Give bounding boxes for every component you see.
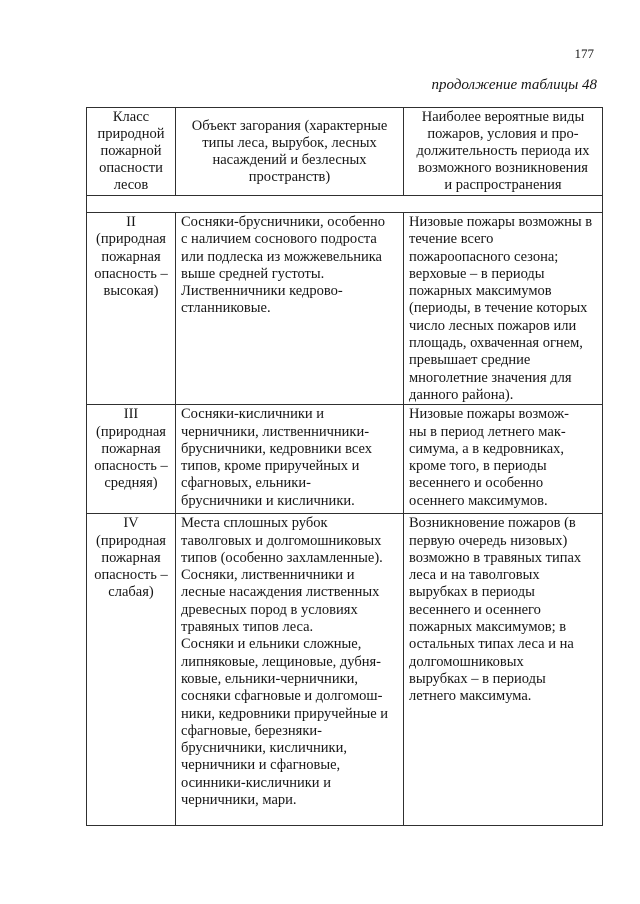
spacer-cell (87, 196, 603, 213)
cell-likely-fires: Низовые пожары возможны в течение всего пожароопасного сезона; верховые – в периоды пожарных максимумов (периоды, в течение которых число лесных пожаров или площадь, охваченная огнем, превышает средние многолетние значения для данного района). (404, 213, 603, 405)
table-spacer-row (87, 196, 603, 213)
table-row (87, 213, 603, 405)
cell-ignition-object: Сосняки-кисличники и черничники, лиственничники- брусничники, кедровники всех типов, кроме приручейных и сфагновых, ельники- брусничники и кисличники. (176, 405, 404, 514)
cell-likely-fires: Низовые пожары возмож- ны в период летнего мак- симума, а в кедровниках, кроме того, в периоды весеннего и особенно осеннего максимумов. (404, 405, 603, 514)
table-header-row (87, 108, 603, 196)
header-likely-fires: Наиболее вероятные виды пожаров, условия и про- должительность периода их возможного возникновения и распространения (404, 108, 603, 196)
cell-fire-class: II (природная пожарная опасность – высокая) (87, 213, 176, 405)
header-ignition-object: Объект загорания (характерные типы леса, вырубок, лесных насаждений и безлесных пространств) (176, 108, 404, 196)
cell-ignition-object: Сосняки-брусничники, особенно с наличием соснового подроста или подлеска из можжевельника выше средней густоты. Лиственничники кедрово- стланниковые. (176, 213, 404, 405)
cell-ignition-object: Места сплошных рубок таволговых и долгомошниковых типов (особенно захламленные). Сосняки, лиственничники и лесные насаждения лиственных древесных пород в условиях травяных типов леса. Сосняки и ельники сложные, липняковые, лещиновые, дубня- ковые, ельники-черничники, сосняки сфагновые и долгомош- ники, кедровники приручейные и сфагновые, березняки- брусничники, кисличники, черничники и сфагновые, осинники-кисличники и черничники, мари. (176, 514, 404, 826)
table-row (87, 514, 603, 826)
cell-likely-fires: Возникновение пожаров (в первую очередь низовых) возможно в травяных типах леса и на таволговых вырубках в периоды весеннего и осеннего пожарных максимумов; в остальных типах леса и на долгомошниковых вырубках – в периоды летнего максимума. (404, 514, 603, 826)
cell-fire-class: III (природная пожарная опасность – средняя) (87, 405, 176, 514)
header-fire-class: Класс природной пожарной опасности лесов (87, 108, 176, 196)
fire-danger-table (86, 107, 603, 826)
table-row (87, 405, 603, 514)
cell-fire-class: IV (природная пожарная опасность – слабая) (87, 514, 176, 826)
page-number: 177 (574, 46, 594, 61)
table-continuation-caption: продолжение таблицы 48 (431, 77, 597, 93)
